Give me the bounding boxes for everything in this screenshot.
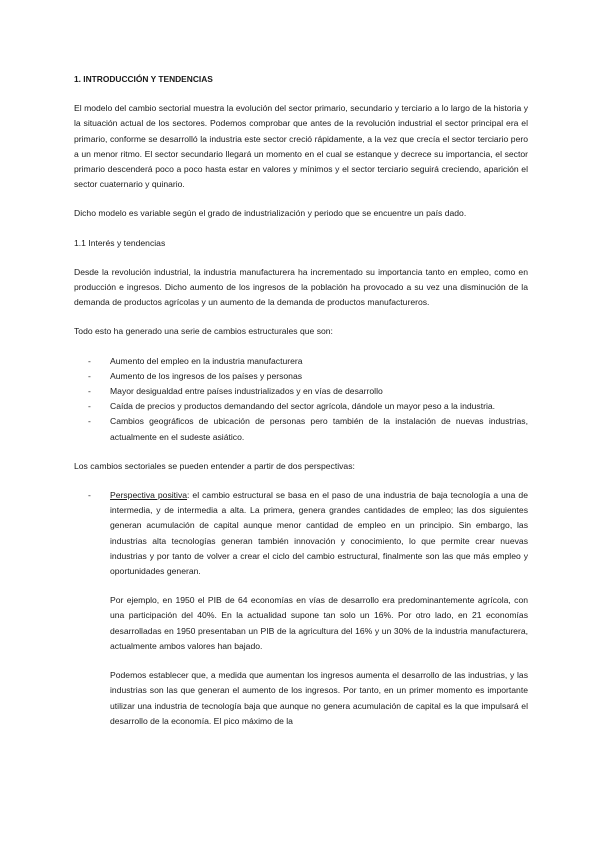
list-item: - Aumento del empleo en la industria manufacturera [74, 354, 528, 369]
list-item: - Caída de precios y productos demandando del sector agrícola, dándole un mayor peso a la industria. [74, 399, 528, 414]
paragraph-industrial-revolution: Desde la revolución industrial, la industria manufacturera ha incrementado su importancia tanto en empleo, como en producción e ingresos. Dicho aumento de los ingresos de la población ha provocado a su vez una disminución de la demanda de productos agrícolas y un aumento de la demanda de productos manufactureros. [74, 266, 528, 308]
paragraph-structural-changes-intro: Todo esto ha generado una serie de cambios estructurales que son: [74, 326, 333, 337]
perspective-text: : el cambio estructural se basa en el paso de una industria de baja tecnología a una de intermedia, y de intermedia a alta. La primera, genera grandes cantidades de empleo; las dos siguientes generan acumulación de capital aunque menor cantidad de empleo en un principio. Sin embargo, las industrias alta tecnologías generan también innovación y conocimiento, lo que permite crear nuevas industrias y por tanto de volver a crear el ciclo del cambio estructural, finalmente son las que más empleo y oportunidades generan. [110, 490, 528, 577]
paragraph-conclusion: Podemos establecer que, a medida que aumentan los ingresos aumenta el desarrollo de las industrias, y las industrias son las que generan el aumento de los ingresos. Por tanto, en un primer momento es importante utilizar una industria de tecnología baja que aunque no genera acumulación de capital es la que impulsará el desarrollo de la economía. El pico máximo de la [110, 670, 528, 726]
structural-changes-list [74, 354, 528, 445]
paragraph-example: Por ejemplo, en 1950 el PIB de 64 economías en vías de desarrollo era predominantemente agrícola, con una participación del 40%. En la actualidad supone tan solo un 16%. Por otro lado, en 21 economías desarrolladas en 1950 presentaban un PIB de la agricultura del 16% y un 30% de la industria manufacturera, actualmente ambos valores han bajado. [110, 595, 528, 651]
document-body [74, 72, 528, 743]
perspective-positive-block [74, 488, 528, 729]
list-item: - Aumento de los ingresos de los países y personas [74, 369, 528, 384]
subsection-heading: 1.1 Interés y tendencias [74, 237, 166, 248]
paragraph-perspectives-intro: Los cambios sectoriales se pueden entender a partir de dos perspectivas: [74, 460, 355, 471]
list-item: - Cambios geográficos de ubicación de personas pero también de la instalación de nuevas industrias, actualmente en el sudeste asiático. [74, 414, 528, 444]
paragraph-perspective-positive [110, 488, 528, 579]
section-heading: 1. INTRODUCCIÓN Y TENDENCIAS [74, 74, 213, 84]
perspective-label: Perspectiva positiva [110, 490, 188, 501]
list-item: - Mayor desigualdad entre países industrializados y en vías de desarrollo [74, 384, 528, 399]
paragraph-intro: El modelo del cambio sectorial muestra la evolución del sector primario, secundario y terciario a lo largo de la historia y la situación actual de los sectores. Podemos comprobar que antes de la revolución industrial el sector principal era el primario, conforme se desarrolló la industria este sector creció rápidamente, a la vez que crecía el sector terciario pero a un menor ritmo. El sector secundario llegará un momento en el cual se estanque y decrece su importancia, el sector primario descenderá poco a poco hasta estar en valores y mínimos y el sector terciario seguirá creciendo, aparición el sector cuaternario y quinario. [74, 103, 528, 190]
paragraph-model-variability: Dicho modelo es variable según el grado de industrialización y periodo que se encuentre un país dado. [74, 208, 467, 219]
